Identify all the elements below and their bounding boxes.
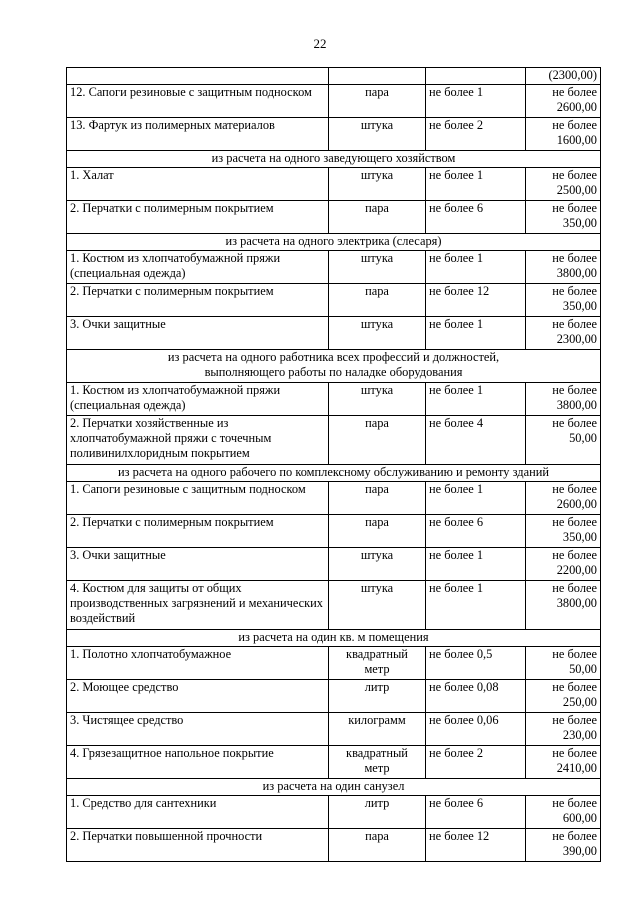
price-line: 2500,00	[556, 183, 597, 197]
price-line: не более	[552, 85, 597, 99]
table-row	[67, 713, 601, 746]
item-unit: пара	[329, 201, 426, 234]
price-line: не более	[552, 482, 597, 496]
table-row	[67, 383, 601, 416]
item-unit: пара	[329, 284, 426, 317]
price-line: не более	[552, 548, 597, 562]
section-header: из расчета на одного заведующего хозяйством	[67, 151, 601, 168]
item-quantity	[426, 68, 526, 85]
item-price	[526, 383, 601, 416]
item-unit: килограмм	[329, 713, 426, 746]
price-line: 50,00	[569, 662, 597, 676]
item-unit	[329, 68, 426, 85]
item-quantity: не более 2	[426, 118, 526, 151]
item-price	[526, 118, 601, 151]
item-price	[526, 829, 601, 862]
item-quantity: не более 0,08	[426, 680, 526, 713]
item-unit: штука	[329, 118, 426, 151]
price-line: 3800,00	[556, 398, 597, 412]
table-row	[67, 548, 601, 581]
item-price	[526, 284, 601, 317]
norms-table	[66, 67, 601, 862]
item-unit: штука	[329, 317, 426, 350]
item-name: 1. Халат	[67, 168, 329, 201]
price-line: 250,00	[562, 695, 597, 709]
price-line: не более	[552, 713, 597, 727]
item-name	[67, 68, 329, 85]
item-quantity: не более 12	[426, 829, 526, 862]
price-line: не более	[552, 416, 597, 430]
table-row	[67, 317, 601, 350]
item-price	[526, 201, 601, 234]
item-quantity: не более 2	[426, 746, 526, 779]
table-row	[67, 482, 601, 515]
section-header-row	[67, 234, 601, 251]
price-line: 1600,00	[556, 133, 597, 147]
item-price	[526, 713, 601, 746]
item-name: 1. Костюм из хлопчатобумажной пряжи (специальная одежда)	[67, 251, 329, 284]
item-price	[526, 647, 601, 680]
item-name: 2. Перчатки с полимерным покрытием	[67, 201, 329, 234]
item-price	[526, 515, 601, 548]
item-name: 4. Костюм для защиты от общих производственных загрязнений и механических воздействий	[67, 581, 329, 630]
item-price	[526, 548, 601, 581]
table-row	[67, 829, 601, 862]
item-unit: штука	[329, 251, 426, 284]
item-name: 3. Очки защитные	[67, 548, 329, 581]
item-unit: пара	[329, 482, 426, 515]
price-line: не более	[552, 829, 597, 843]
section-header: из расчета на один санузел	[67, 779, 601, 796]
item-quantity: не более 0,5	[426, 647, 526, 680]
item-price	[526, 416, 601, 465]
item-quantity: не более 0,06	[426, 713, 526, 746]
item-price	[526, 317, 601, 350]
price-line: не более	[552, 796, 597, 810]
price-line: не более	[552, 284, 597, 298]
item-name: 2. Перчатки с полимерным покрытием	[67, 284, 329, 317]
item-quantity: не более 1	[426, 581, 526, 630]
table-body	[67, 68, 601, 862]
price-line: 390,00	[562, 844, 597, 858]
section-header: из расчета на одного работника всех профессий и должностей, выполняющего работы по наладке оборудования	[67, 350, 601, 383]
price-line: не более	[552, 118, 597, 132]
item-unit: квадратный метр	[329, 746, 426, 779]
item-name: 1. Полотно хлопчатобумажное	[67, 647, 329, 680]
item-name: 2. Перчатки хозяйственные из хлопчатобумажной пряжи с точечным поливинилхлоридным покрытием	[67, 416, 329, 465]
section-header: из расчета на один кв. м помещения	[67, 630, 601, 647]
table-row	[67, 201, 601, 234]
price-line: 350,00	[562, 216, 597, 230]
item-price	[526, 168, 601, 201]
item-unit: пара	[329, 829, 426, 862]
price-line: 50,00	[569, 431, 597, 445]
section-header-row	[67, 779, 601, 796]
item-price	[526, 746, 601, 779]
item-quantity: не более 6	[426, 201, 526, 234]
price-line: не более	[552, 680, 597, 694]
item-name: 3. Чистящее средство	[67, 713, 329, 746]
item-price	[526, 482, 601, 515]
item-unit: пара	[329, 416, 426, 465]
table-row	[67, 581, 601, 630]
item-quantity: не более 1	[426, 482, 526, 515]
item-unit: пара	[329, 85, 426, 118]
section-header-row	[67, 350, 601, 383]
price-line: не более	[552, 168, 597, 182]
item-unit: штука	[329, 581, 426, 630]
item-price	[526, 68, 601, 85]
price-line: 3800,00	[556, 266, 597, 280]
table-row	[67, 416, 601, 465]
section-header: из расчета на одного рабочего по комплексному обслуживанию и ремонту зданий	[67, 465, 601, 482]
item-quantity: не более 12	[426, 284, 526, 317]
item-quantity: не более 4	[426, 416, 526, 465]
price-line: 600,00	[562, 811, 597, 825]
price-line: не более	[552, 581, 597, 595]
item-price	[526, 581, 601, 630]
item-quantity: не более 1	[426, 548, 526, 581]
price-line: не более	[552, 317, 597, 331]
item-quantity: не более 1	[426, 383, 526, 416]
price-line: 2600,00	[556, 100, 597, 114]
table-row	[67, 118, 601, 151]
item-name: 13. Фартук из полимерных материалов	[67, 118, 329, 151]
item-name: 1. Средство для сантехники	[67, 796, 329, 829]
table-row	[67, 515, 601, 548]
item-unit: штука	[329, 383, 426, 416]
item-quantity: не более 1	[426, 317, 526, 350]
item-quantity: не более 1	[426, 168, 526, 201]
table-row	[67, 284, 601, 317]
item-quantity: не более 6	[426, 796, 526, 829]
item-unit: пара	[329, 515, 426, 548]
item-unit: штука	[329, 548, 426, 581]
section-header-row	[67, 465, 601, 482]
item-price	[526, 85, 601, 118]
item-quantity: не более 1	[426, 251, 526, 284]
price-line: не более	[552, 201, 597, 215]
table-row	[67, 168, 601, 201]
price-line: 2300,00	[556, 332, 597, 346]
table-row	[67, 85, 601, 118]
item-name: 2. Перчатки повышенной прочности	[67, 829, 329, 862]
price-line: не более	[552, 383, 597, 397]
price-line: 2410,00	[556, 761, 597, 775]
table-row	[67, 68, 601, 85]
price-line: 350,00	[562, 299, 597, 313]
item-unit: штука	[329, 168, 426, 201]
price-line: 2200,00	[556, 563, 597, 577]
price-line: не более	[552, 515, 597, 529]
section-header-row	[67, 630, 601, 647]
item-name: 12. Сапоги резиновые с защитным подноском	[67, 85, 329, 118]
table-row	[67, 796, 601, 829]
price-line: не более	[552, 746, 597, 760]
price-line: (2300,00)	[548, 68, 597, 82]
item-price	[526, 251, 601, 284]
item-unit: квадратный метр	[329, 647, 426, 680]
item-quantity: не более 1	[426, 85, 526, 118]
item-name: 2. Моющее средство	[67, 680, 329, 713]
section-header-row	[67, 151, 601, 168]
price-line: 350,00	[562, 530, 597, 544]
table-row	[67, 647, 601, 680]
item-unit: литр	[329, 680, 426, 713]
item-name: 4. Грязезащитное напольное покрытие	[67, 746, 329, 779]
page-number: 22	[313, 36, 327, 51]
item-name: 3. Очки защитные	[67, 317, 329, 350]
price-line: 2600,00	[556, 497, 597, 511]
section-header: из расчета на одного электрика (слесаря)	[67, 234, 601, 251]
item-unit: литр	[329, 796, 426, 829]
table-row	[67, 251, 601, 284]
table-row	[67, 680, 601, 713]
table-row	[67, 746, 601, 779]
item-quantity: не более 6	[426, 515, 526, 548]
item-price	[526, 680, 601, 713]
price-line: не более	[552, 251, 597, 265]
price-line: 3800,00	[556, 596, 597, 610]
price-line: не более	[552, 647, 597, 661]
item-name: 1. Сапоги резиновые с защитным подноском	[67, 482, 329, 515]
item-price	[526, 796, 601, 829]
item-name: 1. Костюм из хлопчатобумажной пряжи (специальная одежда)	[67, 383, 329, 416]
item-name: 2. Перчатки с полимерным покрытием	[67, 515, 329, 548]
price-line: 230,00	[562, 728, 597, 742]
